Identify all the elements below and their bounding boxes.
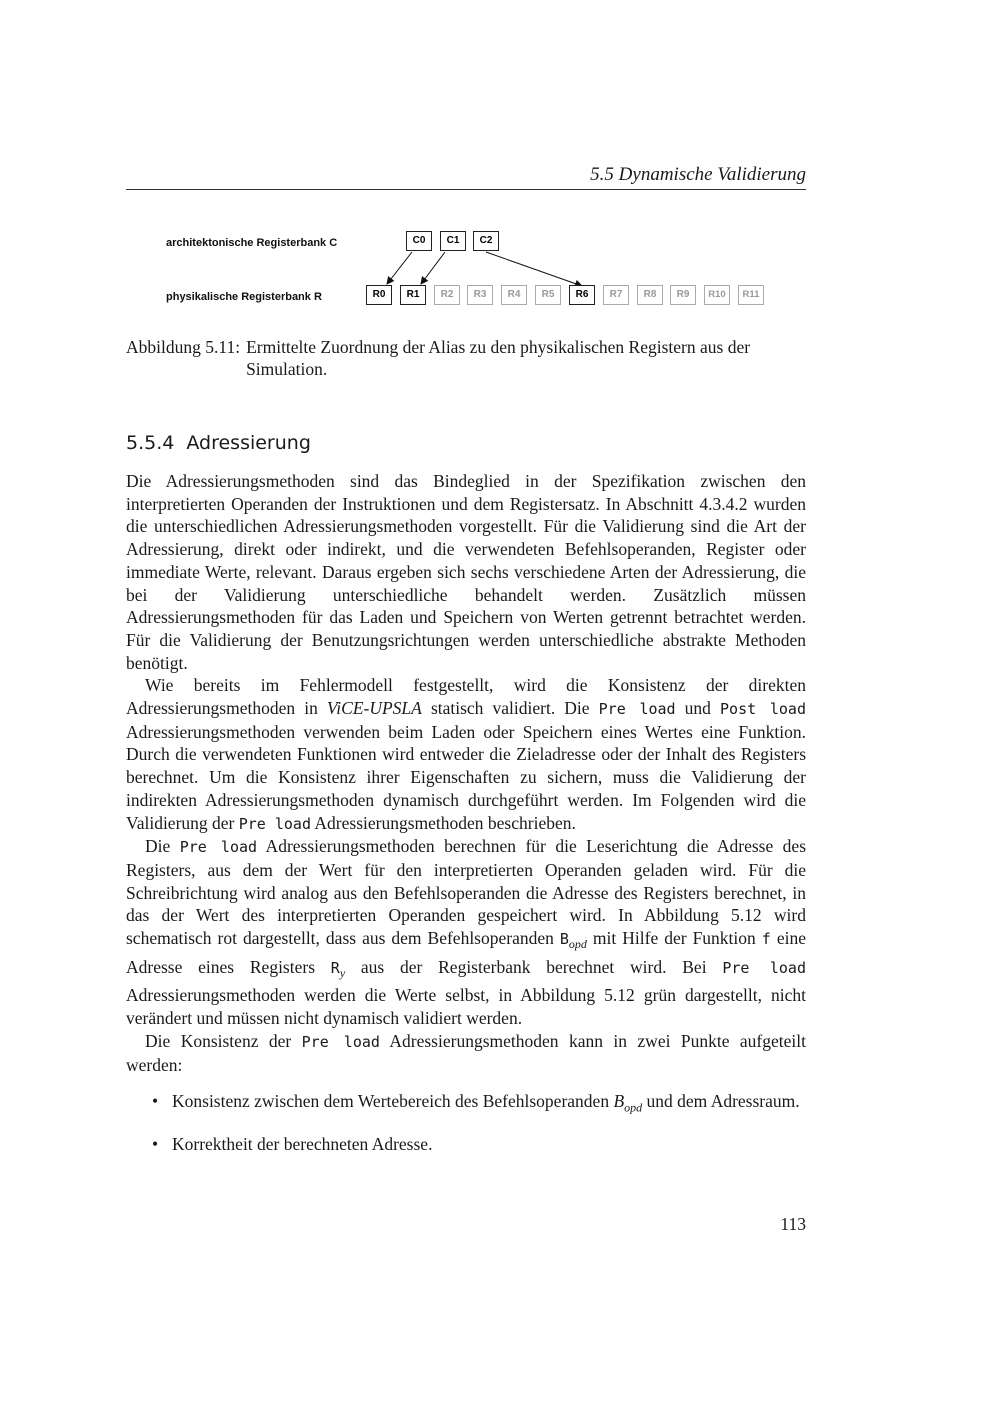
text-span: Konsistenz zwischen dem Wertebereich des Befehlsoperanden [172,1091,614,1112]
text-span: Adressierungsmethoden werden die Werte selbst, in Abbildung 5.12 grün dargestellt, nicht verändert und müssen nicht dynamisch validiert werden. [126,985,806,1029]
register-r1: R1 [400,285,426,305]
paragraph-3 [126,835,806,1030]
register-r3: R3 [467,285,493,305]
text-span: mit Hilfe der Funktion [586,928,762,949]
text-span: aus der Registerbank berechnet wird. Bei [345,956,723,977]
label-physical-register-bank: physikalische Registerbank R [166,291,322,303]
code-f: f [761,930,771,949]
caption-label: Abbildung 5.11: [126,337,241,357]
code-pre-load: Pre load [179,838,258,857]
code-r: R [330,958,340,977]
paragraph-1: Die Adressierungsmethoden sind das Bindeglied in der Spezifikation zwischen den interpretierten Operanden der Instruktionen und dem Registersatz. In Abschnitt 4.3.4.2 wurden die unterschiedlichen Adressierungsmethoden vorgestellt. Für die Validierung sind die Art der Adressierung, direkt oder indirekt, und die verwendeten Befehlsoperanden, Register oder immediate Werte, relevant. Daraus ergeben sich sechs verschiedene Arten der Adressierung, die bei der Validierung unterschiedliche behandelt werden. Zusätzlich müssen Adressierungsmethoden für das Laden und Speichern von Werten getrennt betrachtet werden. Für die Validierung der Benutzungsrichtungen werden unterschiedliche abstrakte Methoden benötigt. [126,471,806,673]
text-span: Die Konsistenz der [145,1030,302,1051]
figure-caption [126,336,806,380]
math-b: B [613,1091,625,1112]
arrow-c2-r6 [486,252,582,286]
code-r-y [330,958,346,980]
bullet-item-2 [126,1133,806,1156]
header-rule [126,189,806,190]
text-span: und dem Adressraum. [642,1091,800,1112]
register-c2: C2 [473,231,499,251]
code-pre-load: Pre load [722,958,806,977]
code-b: B [559,930,569,949]
label-architectural-register-bank: architektonische Registerbank C [166,237,338,249]
arrow-c0-r0 [387,252,412,284]
section-heading [126,432,806,454]
text-span: Adressierungsmethoden beschrieben. [311,812,576,833]
register-r2: R2 [434,285,460,305]
text-span: Adressierungsmethoden berechnen für die Leserichtung die Adresse des Registers, aus dem der Wert für den interpretierten Operanden geladen wird. Für die Schreibrichtung wird analog aus den Befehlsoperanden die Adresse des Registers berechnet, in das der Wert des interpretierten Operanden gespeichert wird. In Abbildung 5.12 wird schematisch rot dargestellt, dass aus dem Befehlsoperanden [126,836,806,949]
section-title: Adressierung [186,432,311,454]
page-number: 113 [780,1214,806,1234]
running-header: 5.5 Dynamische Validierung [590,164,806,185]
text-span: eine Adresse eines Registers [126,928,806,977]
paragraph-4 [126,1030,806,1076]
code-pre-load: Pre load [301,1032,380,1051]
arrow-c1-r1 [421,252,445,284]
register-r6: R6 [569,285,595,305]
register-r11: R11 [738,285,764,305]
text-span: Wie bereits im Fehlermodell festgestellt, wird die Konsistenz der direkten Adressierungsmethoden in [126,675,806,719]
code-pre-load: Pre load [238,814,311,833]
register-r4: R4 [501,285,527,305]
register-c1: C1 [440,231,466,251]
code-post-load: Post load [720,700,806,719]
tool-name: ViCE-UPSLA [326,698,422,719]
subscript-opd: opd [624,1100,643,1115]
code-b-opd [559,930,587,952]
text-span: und [675,698,721,719]
text-span: Korrektheit der berechneten Adresse. [172,1134,433,1155]
bullet-icon: • [152,1134,159,1155]
subscript-y: y [339,965,346,980]
paragraph-2 [126,674,806,835]
bullet-icon: • [152,1091,159,1112]
register-r10: R10 [704,285,730,305]
text-span: Adressierungsmethoden kann in zwei Punkte aufgeteilt werden: [126,1030,806,1075]
register-mapping-figure [150,222,810,322]
caption-text: Ermittelte Zuordnung der Alias zu den physikalischen Registern aus der Simulation. [246,337,751,379]
register-r8: R8 [637,285,663,305]
register-r0: R0 [366,285,392,305]
text-span: Adressierungsmethoden verwenden beim Laden oder Speichern eines Wertes eine Funktion. Durch die verwendeten Funktionen wird entweder die Zieladresse oder der Inhalt des Registers berechnet. Um die Konsistenz ihrer Eigenschaften zu sichern, muss die Validierung der indirekten Adressierungsmethoden dynamisch durchgeführt werden. Im Folgenden wird die Validierung der [126,721,806,833]
math-b-opd [613,1091,643,1115]
register-c0: C0 [406,231,432,251]
bullet-list [126,1090,806,1156]
code-pre-load: Pre load [598,700,676,719]
register-r7: R7 [603,285,629,305]
text-span: Die [145,836,180,857]
register-r5: R5 [535,285,561,305]
subscript-opd: opd [568,937,587,952]
text-span: statisch validiert. Die [421,698,599,719]
body-text [126,470,806,1170]
bullet-item-1 [126,1090,806,1119]
section-number: 5.5.4 [126,432,175,454]
register-r9: R9 [670,285,696,305]
